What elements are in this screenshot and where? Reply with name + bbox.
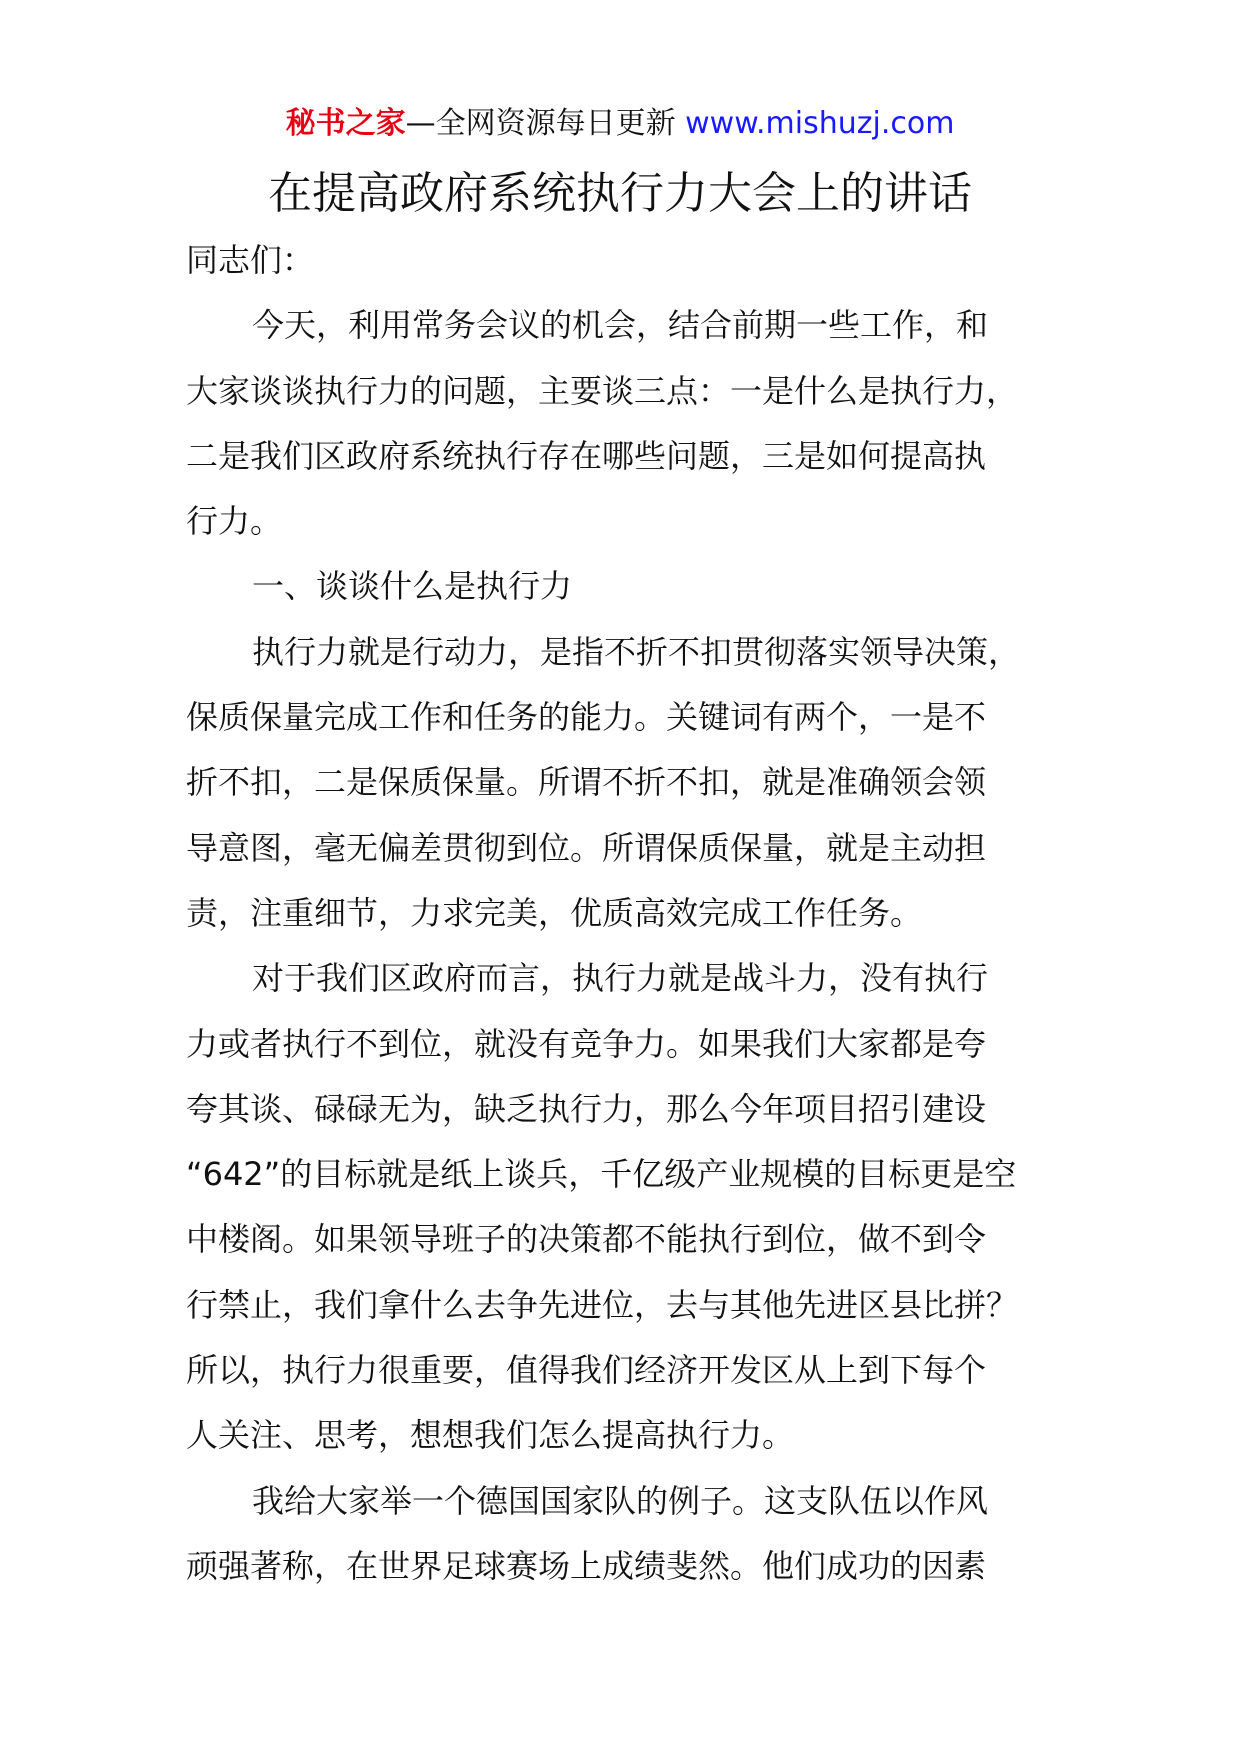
site-url-link[interactable]: www.mishuzj.com [685, 106, 955, 141]
text-line: 中楼阁。如果领导班子的决策都不能执行到位，做不到令 [186, 1220, 987, 1259]
text-line: 导意图，毫无偏差贯彻到位。所谓保质保量，就是主动担 [186, 828, 987, 867]
text-line: 对于我们区政府而言，执行力就是战斗力，没有执行 [252, 959, 989, 998]
text-line: 行禁止，我们拿什么去争先进位，去与其他先进区县比拼？ [186, 1285, 1019, 1324]
text-line: 执行力就是行动力，是指不折不扣贯彻落实领导决策， [252, 632, 1021, 671]
text-line: 二是我们区政府系统执行存在哪些问题，三是如何提高执 [186, 436, 987, 475]
text-line: 我给大家举一个德国国家队的例子。这支队伍以作风 [252, 1481, 989, 1520]
text-line: 顽强著称，在世界足球赛场上成绩斐然。他们成功的因素 [186, 1546, 987, 1585]
salutation: 同志们： [186, 241, 315, 279]
document-body [186, 228, 1066, 1599]
paragraph-lines [186, 293, 1066, 1599]
site-header [0, 98, 1240, 150]
document-title: 在提高政府系统执行力大会上的讲话 [268, 168, 972, 219]
text-line: 人关注、思考，想想我们怎么提高执行力。 [186, 1416, 795, 1455]
brand-name: 秘书之家 [285, 106, 406, 141]
text-line: 保质保量完成工作和任务的能力。关键词有两个，一是不 [186, 698, 987, 737]
text-line: 所以，执行力很重要，值得我们经济开发区从上到下每个 [186, 1351, 987, 1390]
text-line: “642”的目标就是纸上谈兵，千亿级产业规模的目标更是空 [186, 1155, 1017, 1194]
text-line: 一、谈谈什么是执行力 [252, 567, 573, 606]
text-line: 折不扣，二是保质保量。所谓不折不扣，就是准确领会领 [186, 763, 987, 802]
text-line: 力或者执行不到位，就没有竞争力。如果我们大家都是夸 [186, 1024, 987, 1063]
text-line: 责，注重细节，力求完美，优质高效完成工作任务。 [186, 893, 923, 932]
text-line: 夸其谈、碌碌无为，缺乏执行力，那么今年项目招引建设 [186, 1089, 987, 1128]
text-line: 行力。 [186, 502, 283, 541]
text-line: 今天，利用常务会议的机会，结合前期一些工作，和 [252, 306, 989, 345]
header-tagline: —全网资源每日更新 [405, 106, 686, 141]
text-line: 大家谈谈执行力的问题，主要谈三点：一是什么是执行力， [186, 371, 1019, 410]
